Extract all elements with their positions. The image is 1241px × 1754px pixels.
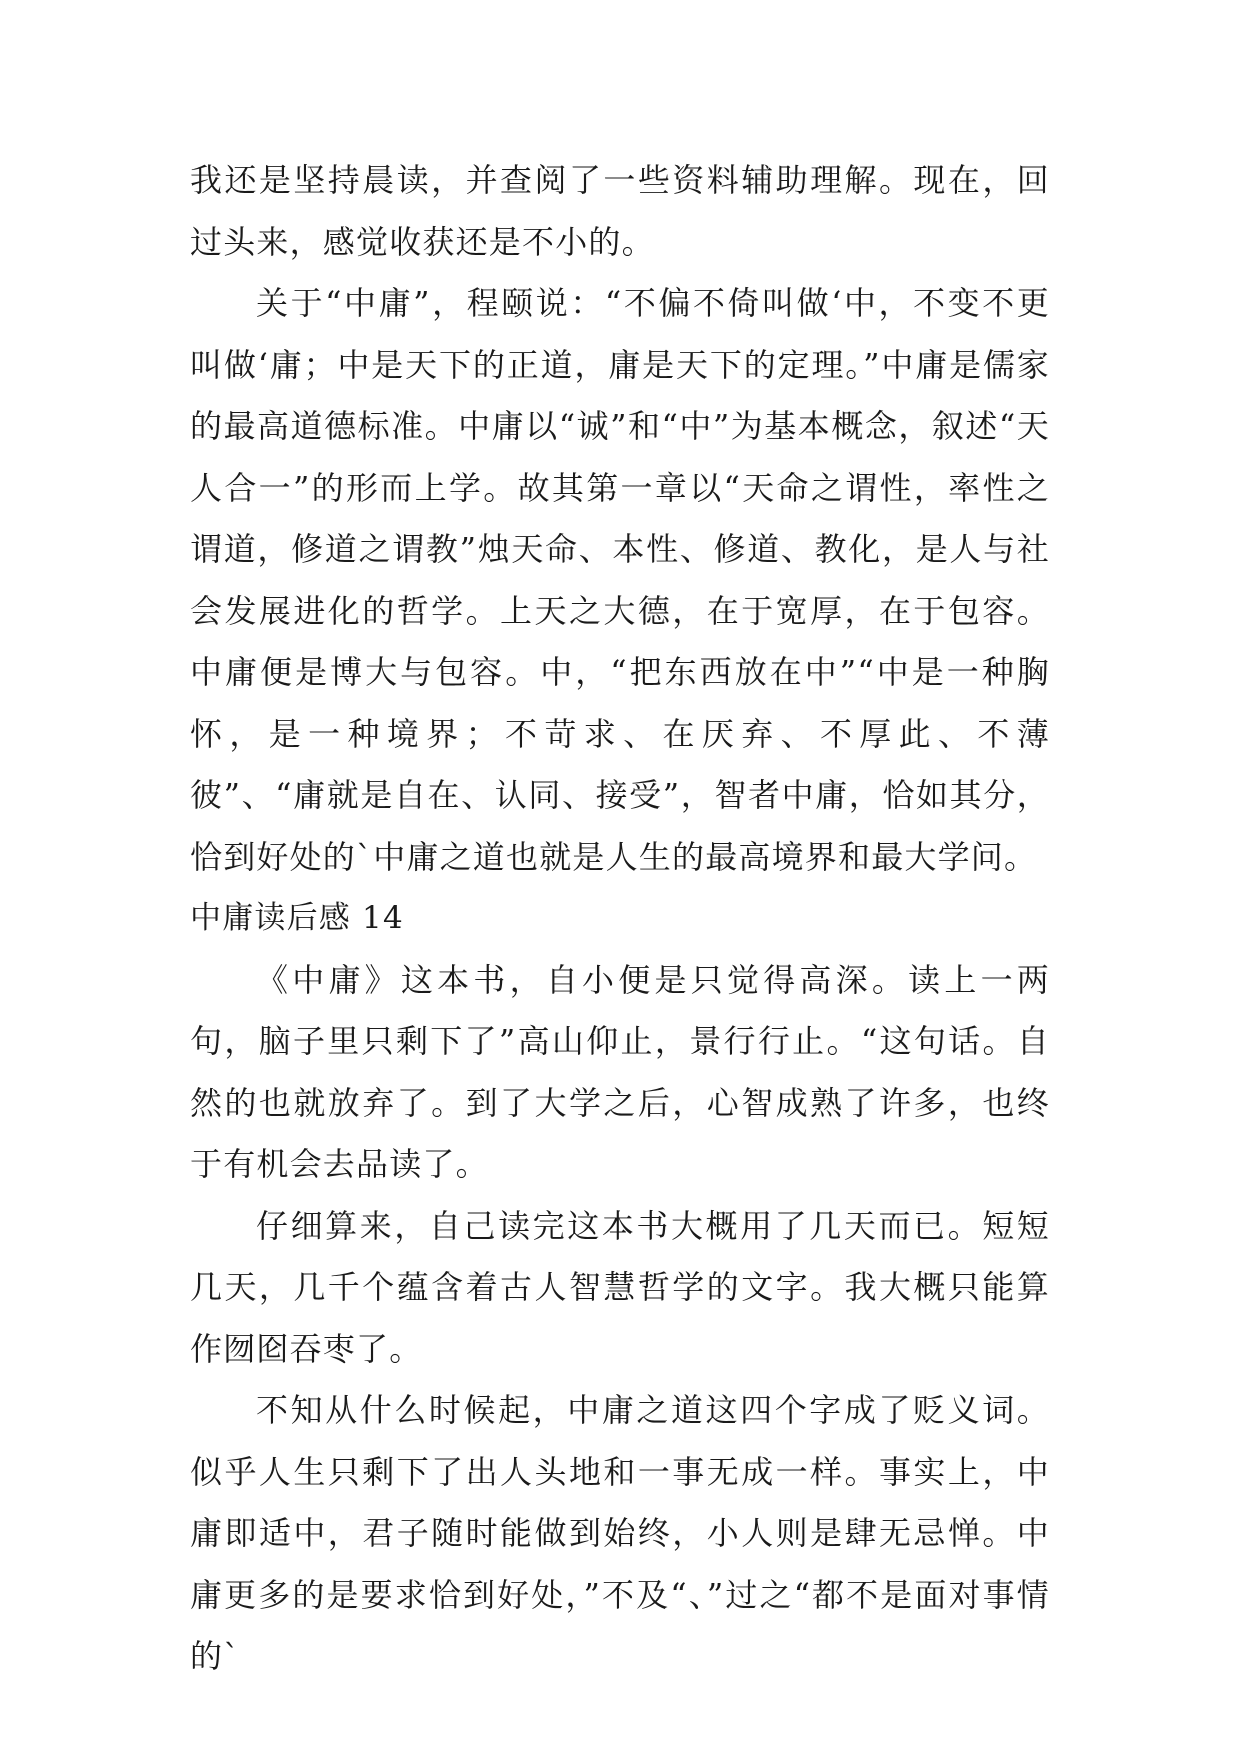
paragraph-continuation: 我还是坚持晨读，并查阅了一些资料辅助理解。现在，回过头来，感觉收获还是不小的。 <box>190 161 1050 261</box>
body-text <box>190 150 1050 1688</box>
paragraph-meaning: 不知从什么时候起，中庸之道这四个字成了贬义词。似乎人生只剩下了出人头地和一事无成一样。事实上，中庸即适中，君子随时能做到始终，小人则是肆无忌惮。中庸更多的是要求恰到好处，”不及“、”过之“都不是面对事情的` <box>190 1391 1050 1675</box>
paragraph-zhongyong-definition: 关于“中庸”，程颐说：“不偏不倚叫做‘中，不变不更叫做‘庸；中是天下的正道，庸是天下的定理。”中庸是儒家的最高道德标准。中庸以“诚”和“中”为基本概念，叙述“天人合一”的形而上学。故其第一章以“天命之谓性，率性之谓道，修道之谓教”烛天命、本性、修道、教化，是人与社会发展进化的哲学。上天之大德，在于宽厚，在于包容。中庸便是博大与包容。中，“把东西放在中”“中是一种胸怀，是一种境界；不苛求、在厌弃、不厚此、不薄彼”、“庸就是自在、认同、接受”，智者中庸，恰如其分，恰到好处的`中庸之道也就是人生的最高境界和最大学问。 <box>190 284 1050 876</box>
paragraph-reading-time: 仔细算来，自己读完这本书大概用了几天而已。短短几天，几千个蕴含着古人智慧哲学的文字。我大概只能算作囫囵吞枣了。 <box>190 1206 1050 1368</box>
paragraph-intro: 《中庸》这本书，自小便是只觉得高深。读上一两句，脑子里只剩下了”高山仰止，景行行止。“这句话。自然的也就放弃了。到了大学之后，心智成熟了许多，也终于有机会去品读了。 <box>190 960 1050 1183</box>
section-heading: 中庸读后感 14 <box>190 900 404 936</box>
